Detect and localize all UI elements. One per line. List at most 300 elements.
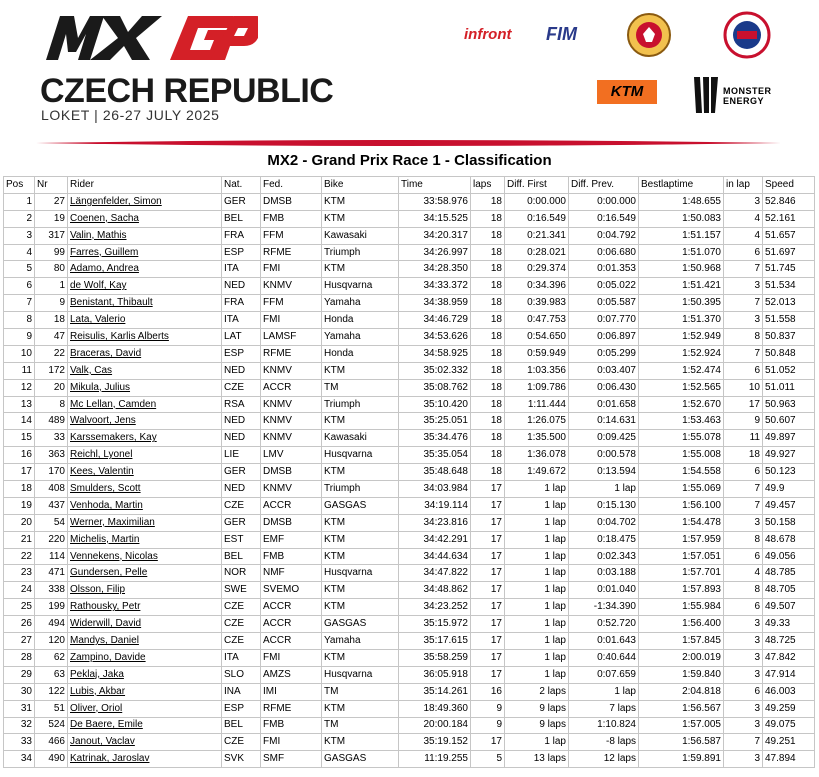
- cell-diff-prev: 0:00.000: [569, 193, 639, 210]
- event-name: CZECH REPUBLIC: [40, 72, 334, 110]
- cell-nat: ESP: [222, 345, 261, 362]
- cell-pos: 16: [4, 447, 35, 464]
- cell-nat: EST: [222, 531, 261, 548]
- cell-pos: 18: [4, 481, 35, 498]
- cell-rider[interactable]: Rathousky, Petr: [68, 599, 222, 616]
- cell-nr: 317: [35, 227, 68, 244]
- cell-pos: 14: [4, 413, 35, 430]
- cell-nr: 170: [35, 464, 68, 481]
- cell-pos: 10: [4, 345, 35, 362]
- cell-bike: TM: [322, 717, 399, 734]
- cell-rider[interactable]: Farres, Guillem: [68, 244, 222, 261]
- cell-diff-first: 1 lap: [505, 649, 569, 666]
- cell-laps: 18: [471, 413, 505, 430]
- cell-time: 34:58.925: [399, 345, 471, 362]
- cell-laps: 17: [471, 531, 505, 548]
- cell-bike: Honda: [322, 345, 399, 362]
- cell-diff-first: 1:49.672: [505, 464, 569, 481]
- cell-speed: 49.457: [763, 497, 815, 514]
- cell-pos: 24: [4, 582, 35, 599]
- cell-rider[interactable]: Adamo, Andrea: [68, 261, 222, 278]
- cell-nr: 27: [35, 193, 68, 210]
- cell-diff-prev: 0:06.430: [569, 379, 639, 396]
- cell-rider[interactable]: Coenen, Sacha: [68, 210, 222, 227]
- cell-time: 35:48.648: [399, 464, 471, 481]
- column-header-bestlaptime: Bestlaptime: [639, 177, 724, 194]
- cell-time: 34:03.984: [399, 481, 471, 498]
- cell-bestlaptime: 1:55.078: [639, 430, 724, 447]
- cell-diff-first: 1:36.078: [505, 447, 569, 464]
- table-row: [4, 261, 815, 278]
- cell-in-lap: 3: [724, 278, 763, 295]
- table-row: [4, 210, 815, 227]
- cell-nat: NED: [222, 362, 261, 379]
- header-divider: [36, 137, 781, 149]
- cell-diff-first: 0:28.021: [505, 244, 569, 261]
- cell-in-lap: 4: [724, 227, 763, 244]
- cell-speed: 46.003: [763, 683, 815, 700]
- cell-in-lap: 9: [724, 413, 763, 430]
- cell-time: 34:48.862: [399, 582, 471, 599]
- cell-diff-first: 0:59.949: [505, 345, 569, 362]
- cell-in-lap: 6: [724, 362, 763, 379]
- cell-pos: 1: [4, 193, 35, 210]
- cell-nr: 437: [35, 497, 68, 514]
- cell-laps: 18: [471, 329, 505, 346]
- cell-bike: KTM: [322, 700, 399, 717]
- cell-diff-prev: 0:52.720: [569, 616, 639, 633]
- cell-rider[interactable]: Karssemakers, Kay: [68, 430, 222, 447]
- cell-rider[interactable]: Valk, Cas: [68, 362, 222, 379]
- cell-fed: KNMV: [261, 362, 322, 379]
- cell-bestlaptime: 1:57.701: [639, 565, 724, 582]
- cell-pos: 28: [4, 649, 35, 666]
- cell-laps: 18: [471, 278, 505, 295]
- cell-laps: 17: [471, 633, 505, 650]
- cell-diff-prev: 0:15.130: [569, 497, 639, 514]
- cell-rider[interactable]: Lubis, Akbar: [68, 683, 222, 700]
- table-row: [4, 717, 815, 734]
- cell-laps: 18: [471, 210, 505, 227]
- cell-diff-first: 13 laps: [505, 751, 569, 768]
- cell-pos: 33: [4, 734, 35, 751]
- cell-nat: LIE: [222, 447, 261, 464]
- table-row: [4, 295, 815, 312]
- cell-nr: 172: [35, 362, 68, 379]
- cell-bestlaptime: 1:51.157: [639, 227, 724, 244]
- cell-laps: 9: [471, 717, 505, 734]
- cell-bestlaptime: 1:54.478: [639, 514, 724, 531]
- cell-speed: 52.013: [763, 295, 815, 312]
- cell-rider[interactable]: Mc Lellan, Camden: [68, 396, 222, 413]
- cell-in-lap: 3: [724, 649, 763, 666]
- table-row: [4, 244, 815, 261]
- column-header-fed: Fed.: [261, 177, 322, 194]
- table-row: [4, 396, 815, 413]
- cell-time: 34:19.114: [399, 497, 471, 514]
- cell-diff-first: 1 lap: [505, 666, 569, 683]
- cell-bike: Yamaha: [322, 295, 399, 312]
- cell-pos: 30: [4, 683, 35, 700]
- table-body: [4, 193, 815, 767]
- cell-pos: 12: [4, 379, 35, 396]
- cell-nat: CZE: [222, 633, 261, 650]
- cell-speed: 50.158: [763, 514, 815, 531]
- cell-nat: BEL: [222, 210, 261, 227]
- cell-bike: KTM: [322, 734, 399, 751]
- table-row: [4, 514, 815, 531]
- cell-fed: FMI: [261, 261, 322, 278]
- cell-nat: RSA: [222, 396, 261, 413]
- cell-speed: 48.785: [763, 565, 815, 582]
- cell-pos: 31: [4, 700, 35, 717]
- cell-fed: ACCR: [261, 633, 322, 650]
- cell-time: 34:53.626: [399, 329, 471, 346]
- cell-fed: FMB: [261, 210, 322, 227]
- cell-nat: CZE: [222, 616, 261, 633]
- cell-time: 34:38.959: [399, 295, 471, 312]
- cell-rider[interactable]: Reisulis, Karlis Alberts: [68, 329, 222, 346]
- cell-nr: 220: [35, 531, 68, 548]
- cell-fed: FFM: [261, 227, 322, 244]
- cell-bestlaptime: 1:51.070: [639, 244, 724, 261]
- cell-speed: 49.927: [763, 447, 815, 464]
- table-row: [4, 751, 815, 768]
- cell-rider[interactable]: Janout, Vaclav: [68, 734, 222, 751]
- cell-diff-prev: 0:07.770: [569, 312, 639, 329]
- cell-time: 35:34.476: [399, 430, 471, 447]
- cell-fed: ACCR: [261, 497, 322, 514]
- cell-fed: DMSB: [261, 193, 322, 210]
- cell-in-lap: 3: [724, 751, 763, 768]
- cell-rider[interactable]: Michelis, Martin: [68, 531, 222, 548]
- cell-in-lap: 3: [724, 616, 763, 633]
- column-header-pos: Pos: [4, 177, 35, 194]
- cell-diff-prev: 1 lap: [569, 683, 639, 700]
- infront-logo: infront: [464, 26, 512, 43]
- cell-diff-prev: 0:13.594: [569, 464, 639, 481]
- cell-bestlaptime: 1:52.924: [639, 345, 724, 362]
- cell-bike: Husqvarna: [322, 278, 399, 295]
- cell-nat: NED: [222, 278, 261, 295]
- cell-diff-prev: 1 lap: [569, 481, 639, 498]
- cell-pos: 3: [4, 227, 35, 244]
- cell-nat: SLO: [222, 666, 261, 683]
- cell-laps: 18: [471, 464, 505, 481]
- cell-in-lap: 4: [724, 210, 763, 227]
- cell-nat: CZE: [222, 734, 261, 751]
- cell-laps: 5: [471, 751, 505, 768]
- cell-bike: KTM: [322, 210, 399, 227]
- cell-time: 35:35.054: [399, 447, 471, 464]
- cell-nat: ESP: [222, 244, 261, 261]
- cell-diff-prev: 0:40.644: [569, 649, 639, 666]
- cell-diff-prev: 0:01.658: [569, 396, 639, 413]
- cell-nr: 338: [35, 582, 68, 599]
- cell-rider[interactable]: Braceras, David: [68, 345, 222, 362]
- cell-rider[interactable]: Oliver, Oriol: [68, 700, 222, 717]
- cell-nat: GER: [222, 193, 261, 210]
- cell-rider[interactable]: Reichl, Lyonel: [68, 447, 222, 464]
- cell-in-lap: 8: [724, 329, 763, 346]
- cell-time: 34:28.350: [399, 261, 471, 278]
- cell-bike: TM: [322, 683, 399, 700]
- cell-bestlaptime: 1:50.395: [639, 295, 724, 312]
- cell-diff-prev: 0:01.040: [569, 582, 639, 599]
- cell-fed: ACCR: [261, 379, 322, 396]
- cell-bestlaptime: 1:51.370: [639, 312, 724, 329]
- cell-time: 35:15.972: [399, 616, 471, 633]
- cell-bike: Yamaha: [322, 329, 399, 346]
- cell-diff-first: 1 lap: [505, 616, 569, 633]
- cell-diff-first: 1:11.444: [505, 396, 569, 413]
- cell-nat: FRA: [222, 295, 261, 312]
- cell-diff-first: 0:34.396: [505, 278, 569, 295]
- cell-pos: 2: [4, 210, 35, 227]
- cell-bike: Triumph: [322, 396, 399, 413]
- cell-time: 11:19.255: [399, 751, 471, 768]
- cell-laps: 18: [471, 430, 505, 447]
- column-header-rider: Rider: [68, 177, 222, 194]
- cell-pos: 7: [4, 295, 35, 312]
- cell-in-lap: 6: [724, 683, 763, 700]
- table-row: [4, 227, 815, 244]
- cell-diff-prev: 0:05.299: [569, 345, 639, 362]
- cell-diff-first: 1 lap: [505, 582, 569, 599]
- cell-nat: FRA: [222, 227, 261, 244]
- cell-diff-prev: -8 laps: [569, 734, 639, 751]
- cell-rider[interactable]: Mandys, Daniel: [68, 633, 222, 650]
- cell-in-lap: 6: [724, 464, 763, 481]
- cell-bestlaptime: 1:52.565: [639, 379, 724, 396]
- cell-time: 35:08.762: [399, 379, 471, 396]
- cell-laps: 17: [471, 599, 505, 616]
- cell-laps: 18: [471, 227, 505, 244]
- cell-speed: 47.894: [763, 751, 815, 768]
- cell-diff-prev: 1:10.824: [569, 717, 639, 734]
- cell-speed: 49.056: [763, 548, 815, 565]
- cell-diff-prev: 0:04.792: [569, 227, 639, 244]
- cell-diff-first: 2 laps: [505, 683, 569, 700]
- cell-pos: 23: [4, 565, 35, 582]
- cell-speed: 51.745: [763, 261, 815, 278]
- cell-diff-prev: 0:02.343: [569, 548, 639, 565]
- cell-laps: 18: [471, 244, 505, 261]
- table-row: [4, 683, 815, 700]
- table-row: [4, 362, 815, 379]
- cell-time: 35:02.332: [399, 362, 471, 379]
- table-row: [4, 379, 815, 396]
- cell-pos: 5: [4, 261, 35, 278]
- table-row: [4, 447, 815, 464]
- cell-bestlaptime: 2:00.019: [639, 649, 724, 666]
- cell-bike: Triumph: [322, 244, 399, 261]
- cell-rider[interactable]: De Baere, Emile: [68, 717, 222, 734]
- cell-diff-prev: -1:34.390: [569, 599, 639, 616]
- cell-nat: LAT: [222, 329, 261, 346]
- cell-speed: 48.725: [763, 633, 815, 650]
- cell-nat: INA: [222, 683, 261, 700]
- cell-bike: KTM: [322, 582, 399, 599]
- cell-pos: 27: [4, 633, 35, 650]
- cell-bike: Triumph: [322, 481, 399, 498]
- table-row: [4, 193, 815, 210]
- cell-bestlaptime: 1:56.567: [639, 700, 724, 717]
- cell-rider[interactable]: Kees, Valentin: [68, 464, 222, 481]
- cell-nr: 408: [35, 481, 68, 498]
- cell-rider[interactable]: Zampino, Davide: [68, 649, 222, 666]
- cell-speed: 51.657: [763, 227, 815, 244]
- cell-speed: 51.011: [763, 379, 815, 396]
- cell-fed: KNMV: [261, 278, 322, 295]
- cell-rider[interactable]: Venhoda, Martin: [68, 497, 222, 514]
- cell-fed: RFME: [261, 700, 322, 717]
- cell-diff-prev: 0:14.631: [569, 413, 639, 430]
- cell-nr: 80: [35, 261, 68, 278]
- cell-diff-first: 0:29.374: [505, 261, 569, 278]
- cell-diff-prev: 0:06.680: [569, 244, 639, 261]
- cell-nr: 20: [35, 379, 68, 396]
- cell-diff-prev: 0:05.587: [569, 295, 639, 312]
- cell-diff-first: 1 lap: [505, 531, 569, 548]
- cell-bestlaptime: 1:55.069: [639, 481, 724, 498]
- cell-speed: 49.9: [763, 481, 815, 498]
- cell-rider[interactable]: Katrinak, Jaroslav: [68, 751, 222, 768]
- cell-laps: 18: [471, 295, 505, 312]
- table-row: [4, 278, 815, 295]
- cell-time: 35:19.152: [399, 734, 471, 751]
- cell-speed: 52.846: [763, 193, 815, 210]
- cell-diff-prev: 12 laps: [569, 751, 639, 768]
- cell-fed: SVEMO: [261, 582, 322, 599]
- cell-rider[interactable]: Vennekens, Nicolas: [68, 548, 222, 565]
- column-header-speed: Speed: [763, 177, 815, 194]
- cell-bike: KTM: [322, 362, 399, 379]
- cell-rider[interactable]: Werner, Maximilian: [68, 514, 222, 531]
- cell-nat: GER: [222, 514, 261, 531]
- cell-fed: NMF: [261, 565, 322, 582]
- event-dates: LOKET | 26-27 JULY 2025: [41, 107, 220, 123]
- cell-diff-prev: 0:18.475: [569, 531, 639, 548]
- cell-diff-prev: 7 laps: [569, 700, 639, 717]
- column-header-time: Time: [399, 177, 471, 194]
- cell-rider[interactable]: Walvoort, Jens: [68, 413, 222, 430]
- cell-rider[interactable]: Smulders, Scott: [68, 481, 222, 498]
- cell-nat: CZE: [222, 599, 261, 616]
- cell-speed: 48.705: [763, 582, 815, 599]
- event-header: [0, 0, 819, 150]
- cell-rider[interactable]: Gundersen, Pelle: [68, 565, 222, 582]
- cell-fed: FMI: [261, 649, 322, 666]
- cell-time: 34:26.997: [399, 244, 471, 261]
- cell-diff-prev: 0:01.643: [569, 633, 639, 650]
- cell-diff-first: 0:39.983: [505, 295, 569, 312]
- cell-in-lap: 7: [724, 481, 763, 498]
- cell-rider[interactable]: Lata, Valerio: [68, 312, 222, 329]
- cell-bike: KTM: [322, 531, 399, 548]
- cell-bestlaptime: 1:55.008: [639, 447, 724, 464]
- cell-bike: KTM: [322, 548, 399, 565]
- cell-speed: 49.897: [763, 430, 815, 447]
- cell-nat: NOR: [222, 565, 261, 582]
- cell-laps: 17: [471, 548, 505, 565]
- monster-energy-text: MONSTER ENERGY: [723, 86, 772, 106]
- cell-pos: 13: [4, 396, 35, 413]
- cell-bike: GASGAS: [322, 751, 399, 768]
- cell-time: 35:25.051: [399, 413, 471, 430]
- cell-fed: LAMSF: [261, 329, 322, 346]
- cell-rider[interactable]: de Wolf, Kay: [68, 278, 222, 295]
- cell-time: 34:47.822: [399, 565, 471, 582]
- cell-laps: 18: [471, 261, 505, 278]
- cell-time: 35:58.259: [399, 649, 471, 666]
- cell-nr: 466: [35, 734, 68, 751]
- cell-pos: 6: [4, 278, 35, 295]
- cell-bestlaptime: 1:57.005: [639, 717, 724, 734]
- cell-fed: ACCR: [261, 616, 322, 633]
- cell-time: 35:17.615: [399, 633, 471, 650]
- cell-rider[interactable]: Mikula, Julius: [68, 379, 222, 396]
- cell-fed: DMSB: [261, 514, 322, 531]
- cell-diff-prev: 0:16.549: [569, 210, 639, 227]
- cell-pos: 21: [4, 531, 35, 548]
- cell-diff-first: 0:47.753: [505, 312, 569, 329]
- cell-speed: 50.963: [763, 396, 815, 413]
- cell-time: 35:14.261: [399, 683, 471, 700]
- cell-fed: FMB: [261, 717, 322, 734]
- cell-in-lap: 8: [724, 531, 763, 548]
- cell-bestlaptime: 1:50.083: [639, 210, 724, 227]
- cell-bestlaptime: 1:50.968: [639, 261, 724, 278]
- cell-fed: ACCR: [261, 599, 322, 616]
- cell-rider[interactable]: Widerwill, David: [68, 616, 222, 633]
- cell-nr: 494: [35, 616, 68, 633]
- cell-rider[interactable]: Valin, Mathis: [68, 227, 222, 244]
- cell-bestlaptime: 1:48.655: [639, 193, 724, 210]
- cell-bestlaptime: 1:54.558: [639, 464, 724, 481]
- cell-fed: LMV: [261, 447, 322, 464]
- column-header-nr: Nr: [35, 177, 68, 194]
- cell-laps: 18: [471, 447, 505, 464]
- cell-bike: KTM: [322, 413, 399, 430]
- cell-in-lap: 6: [724, 548, 763, 565]
- table-row: [4, 666, 815, 683]
- table-row: [4, 413, 815, 430]
- cell-nr: 47: [35, 329, 68, 346]
- cell-nr: 471: [35, 565, 68, 582]
- cell-diff-first: 1:03.356: [505, 362, 569, 379]
- cell-diff-prev: 0:03.188: [569, 565, 639, 582]
- cell-speed: 50.607: [763, 413, 815, 430]
- cell-rider[interactable]: Längenfelder, Simon: [68, 193, 222, 210]
- cell-diff-prev: 0:01.353: [569, 261, 639, 278]
- cell-in-lap: 3: [724, 666, 763, 683]
- cell-bike: KTM: [322, 514, 399, 531]
- cell-speed: 47.842: [763, 649, 815, 666]
- cell-bestlaptime: 1:56.100: [639, 497, 724, 514]
- cell-rider[interactable]: Olsson, Filip: [68, 582, 222, 599]
- cell-nr: 122: [35, 683, 68, 700]
- cell-laps: 17: [471, 481, 505, 498]
- cell-rider[interactable]: Peklaj, Jaka: [68, 666, 222, 683]
- column-header-in-lap: in lap: [724, 177, 763, 194]
- cell-bestlaptime: 1:56.400: [639, 616, 724, 633]
- cell-pos: 19: [4, 497, 35, 514]
- cell-bike: KTM: [322, 599, 399, 616]
- cell-diff-prev: 0:04.702: [569, 514, 639, 531]
- cell-rider[interactable]: Benistant, Thibault: [68, 295, 222, 312]
- cell-bestlaptime: 1:55.984: [639, 599, 724, 616]
